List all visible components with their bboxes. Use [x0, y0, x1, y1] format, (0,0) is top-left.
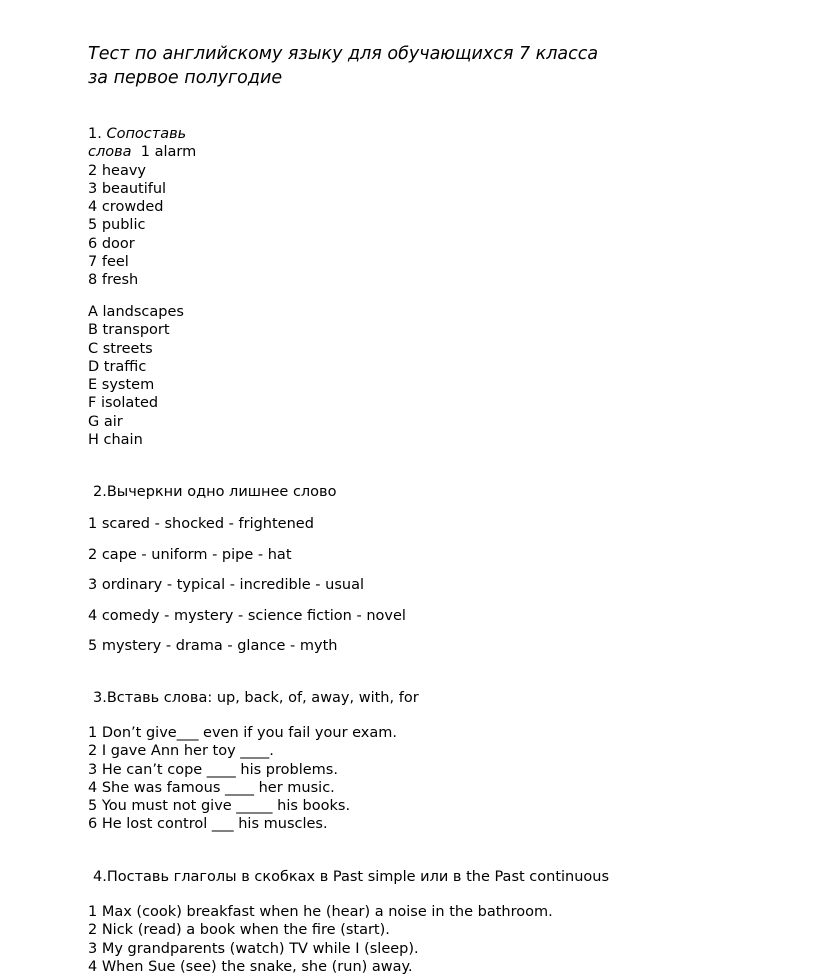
title-line-1: Тест по английскому языку для обучающихся 7 класса: [88, 44, 599, 64]
word-item: 1 alarm: [140, 144, 197, 161]
title-line-2: за первое полугодие: [88, 68, 283, 88]
page-title: [88, 42, 598, 90]
word-item: 2 heavy: [88, 162, 146, 179]
list-item: 3 My grandparents (watch) TV while I (sleep).: [88, 940, 419, 957]
match-item: D traffic: [88, 358, 147, 375]
section-1: [88, 125, 196, 290]
section-4-list: [88, 903, 553, 976]
word-item: 4 crowded: [88, 199, 164, 216]
match-item: B transport: [88, 322, 170, 339]
match-item: F isolated: [88, 395, 159, 412]
list-item: 1 Don’t give___ even if you fail your exam.: [88, 725, 398, 741]
list-item: 3 He can’t cope ____ his problems.: [88, 761, 338, 778]
list-item: 4 comedy - mystery - science fiction - novel: [88, 607, 406, 624]
list-item: 1 scared - shocked - frightened: [88, 516, 314, 532]
section-1-instruction: Сопоставь: [106, 126, 187, 142]
list-item: 5 mystery - drama - glance - myth: [88, 638, 338, 655]
word-item: 3 beautiful: [88, 180, 167, 197]
list-item: 2 cape - uniform - pipe - hat: [88, 546, 292, 563]
list-item: 1 Max (cook) breakfast when he (hear) a noise in the bathroom.: [88, 904, 553, 920]
section-3-heading: 3.Вставь слова: up, back, of, away, with, for: [93, 690, 419, 706]
section-1-number: 1.: [88, 126, 102, 142]
list-item: 6 He lost control ___ his muscles.: [88, 816, 328, 833]
list-item: 4 She was famous ____ her music.: [88, 779, 335, 796]
match-item: C streets: [88, 340, 153, 357]
word-item: 5 public: [88, 217, 146, 234]
word-item: 6 door: [88, 235, 135, 252]
section-3-list: [88, 724, 397, 834]
section-2-list: [88, 515, 406, 668]
match-item: E system: [88, 377, 155, 394]
word-item: 7 feel: [88, 254, 129, 271]
list-item: 2 I gave Ann her toy ____.: [88, 743, 274, 760]
match-item: G air: [88, 413, 123, 430]
match-item: H chain: [88, 432, 143, 449]
list-item: 3 ordinary - typical - incredible - usual: [88, 577, 364, 594]
list-item: 5 You must not give _____ his books.: [88, 798, 351, 815]
match-item: A landscapes: [88, 304, 184, 320]
section-1-instruction-cont: слова: [88, 144, 132, 161]
word-item: 8 fresh: [88, 272, 139, 289]
match-list: [88, 303, 184, 449]
list-item: 4 When Sue (see) the snake, she (run) away.: [88, 958, 413, 975]
section-4-heading: 4.Поставь глаголы в скобках в Past simple или в the Past continuous: [93, 869, 610, 885]
section-2-heading: 2.Вычеркни одно лишнее слово: [93, 484, 337, 500]
list-item: 2 Nick (read) a book when the fire (start).: [88, 922, 390, 939]
